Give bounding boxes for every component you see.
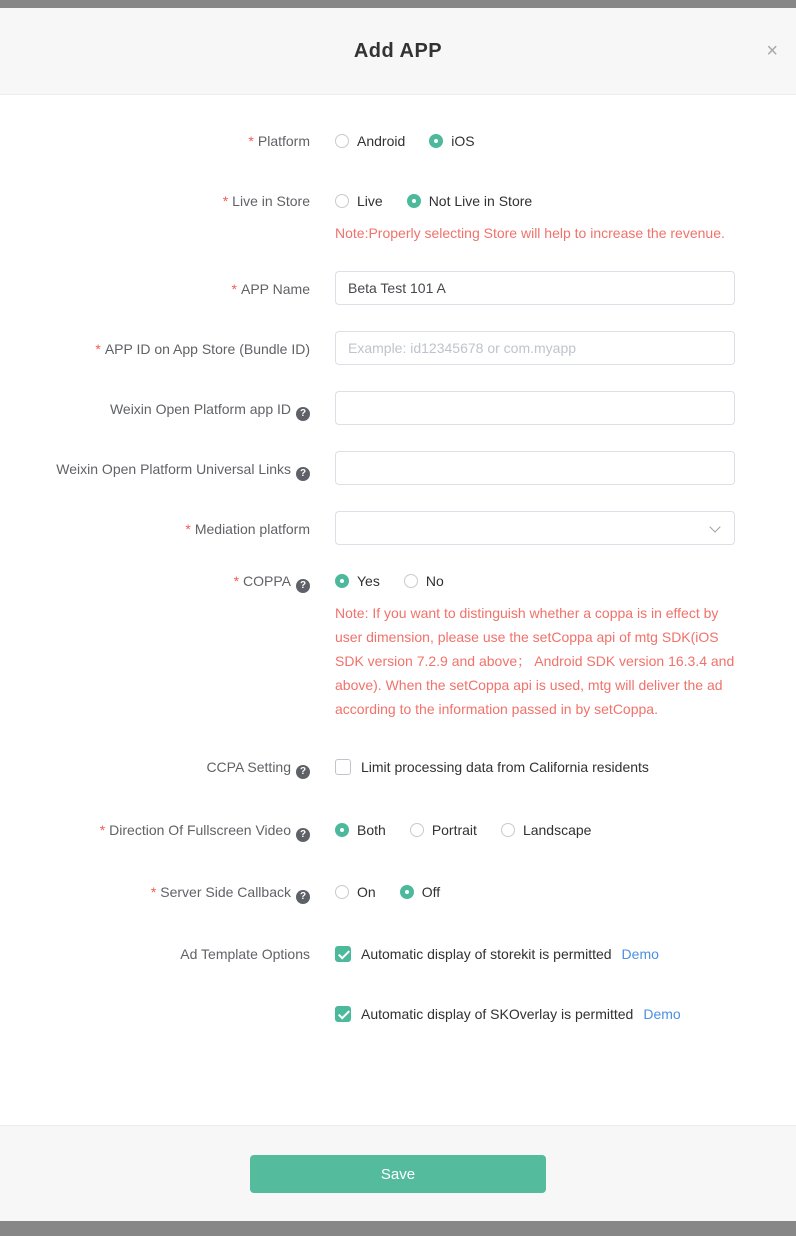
required-asterisk: * <box>99 822 106 838</box>
modal-header <box>0 8 796 95</box>
form-row-weixin-app-id <box>0 391 796 425</box>
help-icon[interactable]: ? <box>296 407 310 421</box>
storekit-checkbox[interactable] <box>335 944 612 964</box>
server-callback-label-text: Server Side Callback <box>160 884 291 900</box>
platform-radio-group <box>335 131 735 151</box>
live-in-store-note: Note:Properly selecting Store will help to increase the revenue. <box>335 225 725 241</box>
ccpa-label-text: CCPA Setting <box>206 759 291 775</box>
radio-not-live-label: Not Live in Store <box>428 193 533 209</box>
required-asterisk: * <box>95 341 101 357</box>
radio-live-icon <box>335 194 349 208</box>
platform-label-text: Platform <box>257 133 310 149</box>
save-button[interactable]: Save <box>250 1155 546 1193</box>
weixin-universal-links-label <box>0 451 310 481</box>
weixin-universal-links-label-text: Weixin Open Platform Universal Links <box>56 461 291 477</box>
form-row-mediation-platform <box>0 511 796 545</box>
required-asterisk: * <box>185 521 191 537</box>
form-row-coppa <box>0 571 796 721</box>
form-row-direction <box>0 820 796 842</box>
radio-android-label: Android <box>357 133 406 149</box>
form-row-live-in-store <box>0 191 796 245</box>
mediation-platform-select[interactable] <box>335 511 735 545</box>
weixin-app-id-input[interactable] <box>335 391 735 425</box>
form-row-app-name <box>0 271 796 305</box>
radio-ios[interactable] <box>429 131 474 151</box>
help-icon[interactable]: ? <box>296 890 310 904</box>
radio-coppa-no-label: No <box>425 573 444 589</box>
radio-both-icon <box>335 823 349 837</box>
radio-coppa-no[interactable] <box>404 571 444 591</box>
radio-coppa-yes[interactable] <box>335 571 380 591</box>
mediation-platform-label-text: Mediation platform <box>194 521 310 537</box>
coppa-note: Note: If you want to distinguish whether a coppa is in effect by user dimension, please use the setCoppa api of mtg SDK(iOS SDK version 7.2.9 and above； Android SDK version 16.3.4 and above). When the setCoppa api is used, mtg will deliver the ad according to the information passed in by setCoppa. <box>335 605 735 717</box>
storekit-option-row <box>335 944 735 964</box>
live-in-store-radio-group <box>335 191 735 211</box>
platform-label <box>0 131 310 151</box>
help-icon[interactable]: ? <box>296 467 310 481</box>
coppa-radio-group <box>335 571 735 591</box>
form-row-ccpa <box>0 757 796 780</box>
radio-both[interactable] <box>335 820 386 840</box>
required-asterisk: * <box>248 133 254 149</box>
radio-not-live-icon <box>407 194 421 208</box>
radio-landscape-label: Landscape <box>522 822 592 838</box>
ccpa-control <box>335 757 735 780</box>
radio-off-label: Off <box>421 884 441 900</box>
mediation-platform-label <box>0 511 310 539</box>
required-asterisk: * <box>222 193 229 209</box>
live-in-store-label <box>0 191 310 211</box>
app-id-label-text: APP ID on App Store (Bundle ID) <box>104 341 310 357</box>
help-icon[interactable]: ? <box>296 579 310 593</box>
radio-off-icon <box>400 885 414 899</box>
weixin-universal-links-input[interactable] <box>335 451 735 485</box>
skoverlay-option-row <box>335 1004 735 1024</box>
radio-coppa-yes-icon <box>335 574 349 588</box>
app-name-input[interactable] <box>335 271 735 305</box>
help-icon[interactable]: ? <box>296 828 310 842</box>
modal-footer <box>0 1125 796 1221</box>
ccpa-checkbox[interactable] <box>335 757 649 777</box>
radio-portrait-label: Portrait <box>431 822 477 838</box>
radio-landscape[interactable] <box>501 820 592 840</box>
platform-control <box>335 131 735 151</box>
server-callback-radio-group <box>335 882 735 902</box>
radio-landscape-icon <box>501 823 515 837</box>
form-row-app-id <box>0 331 796 365</box>
weixin-app-id-label-text: Weixin Open Platform app ID <box>109 401 291 417</box>
required-asterisk: * <box>150 884 157 900</box>
form-row-weixin-universal-links <box>0 451 796 485</box>
skoverlay-checkbox-icon <box>335 1006 351 1022</box>
app-name-label-text: APP Name <box>241 281 310 297</box>
skoverlay-demo-link[interactable]: Demo <box>643 1006 681 1022</box>
add-app-modal <box>0 8 796 1221</box>
form-row-server-callback <box>0 882 796 904</box>
coppa-label <box>0 571 310 593</box>
radio-live[interactable] <box>335 191 383 211</box>
form-row-ad-template-options <box>0 944 796 1024</box>
radio-on[interactable] <box>335 882 376 902</box>
help-icon[interactable]: ? <box>296 765 310 779</box>
chevron-down-icon <box>709 521 720 532</box>
skoverlay-checkbox[interactable] <box>335 1004 633 1024</box>
direction-label <box>0 820 310 842</box>
radio-android-icon <box>335 134 349 148</box>
app-name-control <box>335 271 735 305</box>
modal-title: Add APP <box>353 39 443 62</box>
required-asterisk: * <box>233 573 240 589</box>
app-id-input[interactable] <box>335 331 735 365</box>
close-icon[interactable]: × <box>766 40 778 62</box>
app-name-label <box>0 271 310 299</box>
radio-android[interactable] <box>335 131 405 151</box>
ad-template-options-control <box>335 944 735 1024</box>
app-id-label <box>0 331 310 359</box>
ccpa-label <box>0 757 310 779</box>
radio-live-label: Live <box>357 193 383 209</box>
radio-on-icon <box>335 885 349 899</box>
coppa-label-text: COPPA <box>243 573 291 589</box>
radio-ios-icon <box>429 134 443 148</box>
skoverlay-checkbox-label: Automatic display of SKOverlay is permitted <box>361 1006 634 1022</box>
ccpa-checkbox-label: Limit processing data from California residents <box>361 759 649 775</box>
weixin-app-id-label <box>0 391 310 421</box>
mediation-platform-control <box>335 511 735 545</box>
direction-radio-group <box>335 820 735 840</box>
radio-both-label: Both <box>357 822 386 838</box>
direction-control <box>335 820 735 840</box>
storekit-checkbox-label: Automatic display of storekit is permitted <box>361 946 612 962</box>
storekit-demo-link[interactable]: Demo <box>621 946 659 962</box>
direction-label-text: Direction Of Fullscreen Video <box>109 822 291 838</box>
live-in-store-control <box>335 191 735 245</box>
ad-template-options-label-text: Ad Template Options <box>180 946 310 962</box>
radio-off[interactable] <box>400 882 440 902</box>
radio-on-label: On <box>357 884 376 900</box>
live-in-store-label-text: Live in Store <box>232 193 310 209</box>
ccpa-checkbox-icon <box>335 759 351 775</box>
radio-ios-label: iOS <box>451 133 475 149</box>
radio-not-live[interactable] <box>407 191 533 211</box>
storekit-checkbox-icon <box>335 946 351 962</box>
modal-body <box>0 95 796 1125</box>
weixin-universal-links-control <box>335 451 735 485</box>
app-id-control <box>335 331 735 365</box>
form-row-platform <box>0 131 796 151</box>
radio-portrait-icon <box>410 823 424 837</box>
server-callback-label <box>0 882 310 904</box>
coppa-control <box>335 571 735 721</box>
ad-template-options-label <box>0 944 310 964</box>
required-asterisk: * <box>231 281 237 297</box>
radio-coppa-yes-label: Yes <box>357 573 380 589</box>
radio-coppa-no-icon <box>404 574 418 588</box>
radio-portrait[interactable] <box>410 820 477 840</box>
weixin-app-id-control <box>335 391 735 425</box>
server-callback-control <box>335 882 735 902</box>
